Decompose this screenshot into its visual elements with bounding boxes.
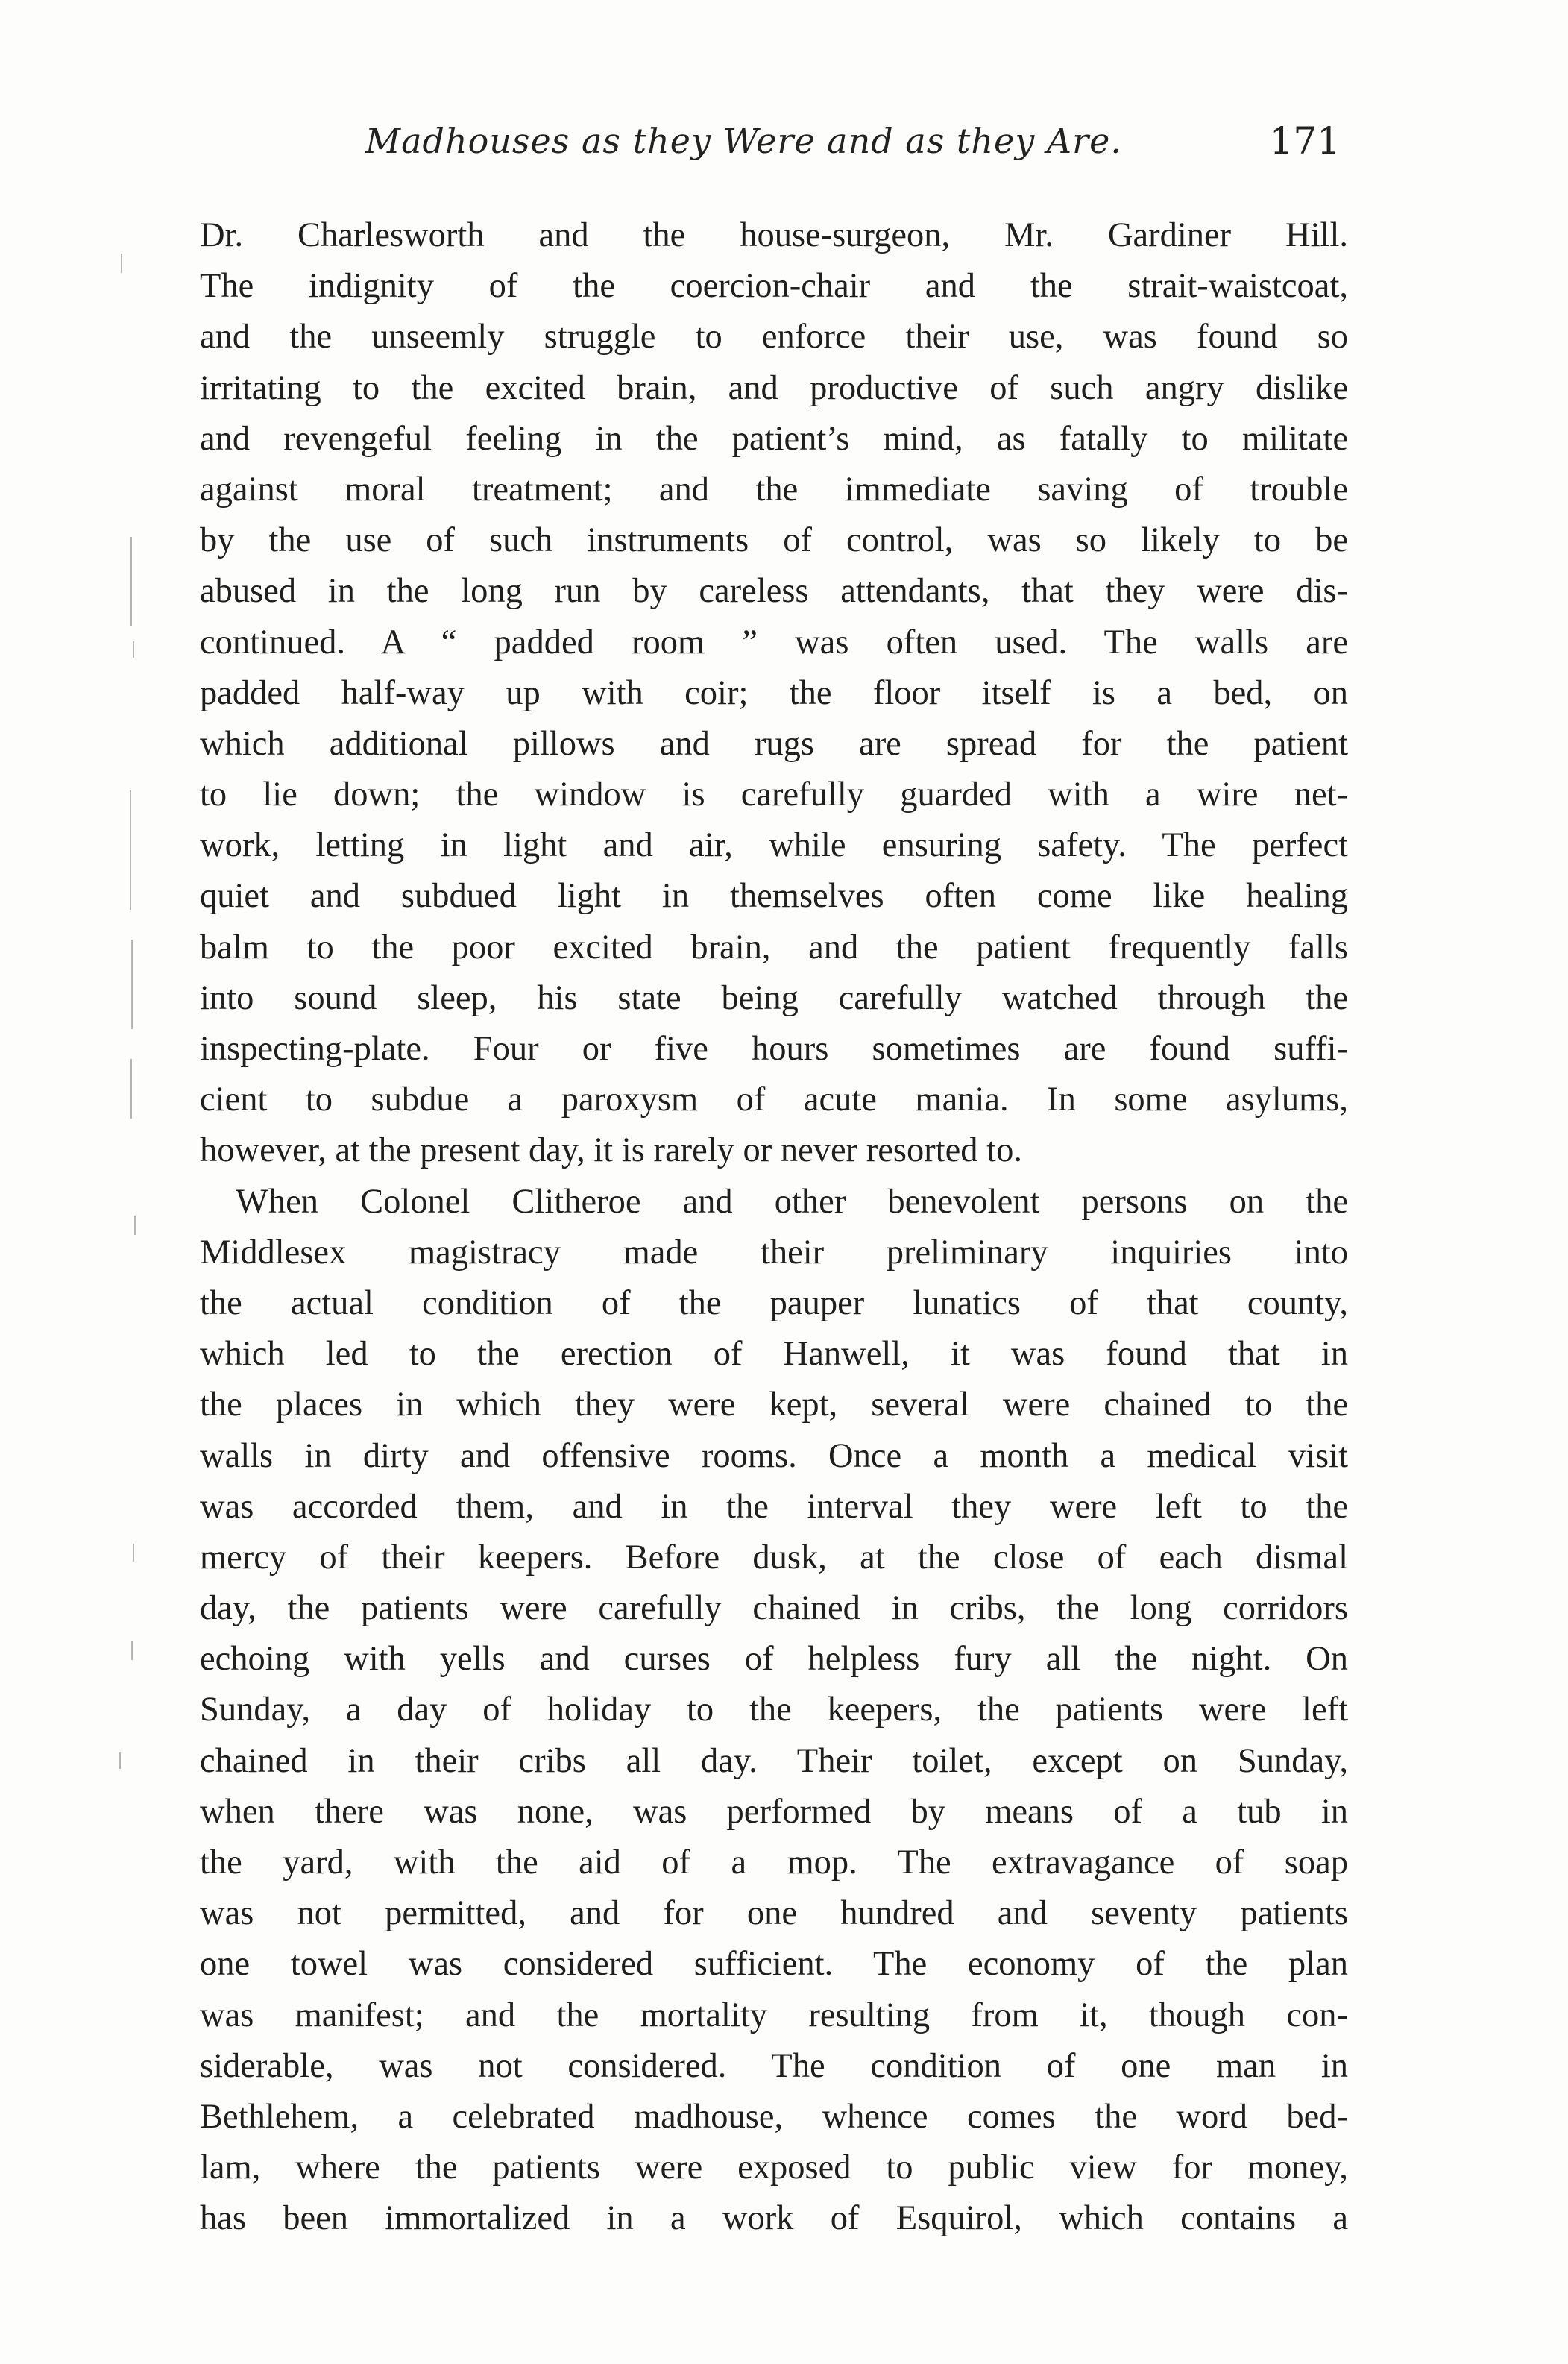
text-line: irritating to the excited brain, and productive of such angry dislike <box>200 368 1348 407</box>
text-line: and revengeful feeling in the patient’s mind, as fatally to militate <box>200 419 1348 458</box>
text-line: Dr. Charlesworth and the house-surgeon, Mr. Gardiner Hill. <box>200 216 1348 254</box>
text-line: Bethlehem, a celebrated madhouse, whence comes the word bed- <box>200 2097 1348 2136</box>
text-line: when there was none, was performed by means of a tub in <box>200 1792 1348 1831</box>
text-line: Middlesex magistracy made their preliminary inquiries into <box>200 1233 1348 1271</box>
margin-mark <box>133 1544 134 1562</box>
text-line: lam, where the patients were exposed to public view for money, <box>200 2148 1348 2187</box>
text-line: mercy of their keepers. Before dusk, at the close of each dismal <box>200 1538 1348 1576</box>
text-line: walls in dirty and offensive rooms. Once a month a medical visit <box>200 1436 1348 1475</box>
text-line: balm to the poor excited brain, and the patient frequently falls <box>200 928 1348 966</box>
text-line: was manifest; and the mortality resulting from it, though con- <box>200 1996 1348 2034</box>
text-line: one towel was considered sufficient. The economy of the plan <box>200 1945 1348 1984</box>
text-line: to lie down; the window is carefully guarded with a wire net- <box>200 776 1348 814</box>
text-line: was not permitted, and for one hundred and seventy patients <box>200 1894 1348 1933</box>
text-line: was accorded them, and in the interval they were left to the <box>200 1487 1348 1526</box>
text-line: the actual condition of the pauper lunatics of that county, <box>200 1283 1348 1322</box>
text-line: Sunday, a day of holiday to the keepers, the patients were left <box>200 1691 1348 1729</box>
margin-mark <box>130 1059 132 1119</box>
text-line: the yard, with the aid of a mop. The extravagance of soap <box>200 1843 1348 1882</box>
text-line: siderable, was not considered. The condition of one man in <box>200 2046 1348 2085</box>
text-line: continued. A “ padded room ” was often used. The walls are <box>200 623 1348 661</box>
text-line: by the use of such instruments of control, was so likely to be <box>200 521 1348 560</box>
text-line: echoing with yells and curses of helpless fury all the night. On <box>200 1640 1348 1679</box>
text-line: which led to the erection of Hanwell, it was found that in <box>200 1335 1348 1374</box>
text-line: padded half-way up with coir; the floor itself is a bed, on <box>200 673 1348 712</box>
margin-mark <box>131 1641 133 1660</box>
text-line: against moral treatment; and the immediate saving of trouble <box>200 470 1348 509</box>
text-line: however, at the present day, it is rarely or never resorted to. <box>200 1131 1022 1170</box>
text-line: When Colonel Clitheroe and other benevolent persons on the <box>236 1182 1348 1221</box>
page-number: 171 <box>1269 119 1341 163</box>
text-line: into sound sleep, his state being carefully watched through the <box>200 978 1348 1017</box>
margin-mark <box>119 1752 121 1769</box>
text-line: The indignity of the coercion-chair and the strait-waistcoat, <box>200 267 1348 306</box>
paragraph-1 <box>200 210 1348 1177</box>
text-line: day, the patients were carefully chained in cribs, the long corridors <box>200 1589 1348 1628</box>
text-line: work, letting in light and air, while ensuring safety. The perfect <box>200 826 1348 865</box>
text-line: chained in their cribs all day. Their toilet, except on Sunday, <box>200 1741 1348 1780</box>
margin-mark <box>133 641 134 658</box>
margin-mark <box>131 940 133 1029</box>
margin-mark <box>121 254 122 273</box>
paragraph-2 <box>200 1177 1348 2245</box>
text-line: abused in the long run by careless attendants, that they were dis- <box>200 572 1348 611</box>
text-line: which additional pillows and rugs are spread for the patient <box>200 724 1348 763</box>
text-line: and the unseemly struggle to enforce their use, was found so <box>200 318 1348 356</box>
text-line: quiet and subdued light in themselves often come like healing <box>200 877 1348 916</box>
margin-mark <box>130 790 131 910</box>
margin-mark <box>134 1216 136 1235</box>
body-text <box>200 210 1348 2245</box>
margin-marks <box>112 254 179 2192</box>
text-line: cient to subdue a paroxysm of acute mania. In some asylums, <box>200 1081 1348 1119</box>
text-line: has been immortalized in a work of Esquirol, which contains a <box>200 2199 1348 2238</box>
margin-mark <box>130 537 132 626</box>
text-line: the places in which they were kept, several were chained to the <box>200 1386 1348 1424</box>
running-title: Madhouses as they Were and as they Are. <box>365 121 1122 161</box>
text-line: inspecting-plate. Four or five hours sometimes are found suffi- <box>200 1030 1348 1068</box>
page-header <box>200 112 1348 172</box>
